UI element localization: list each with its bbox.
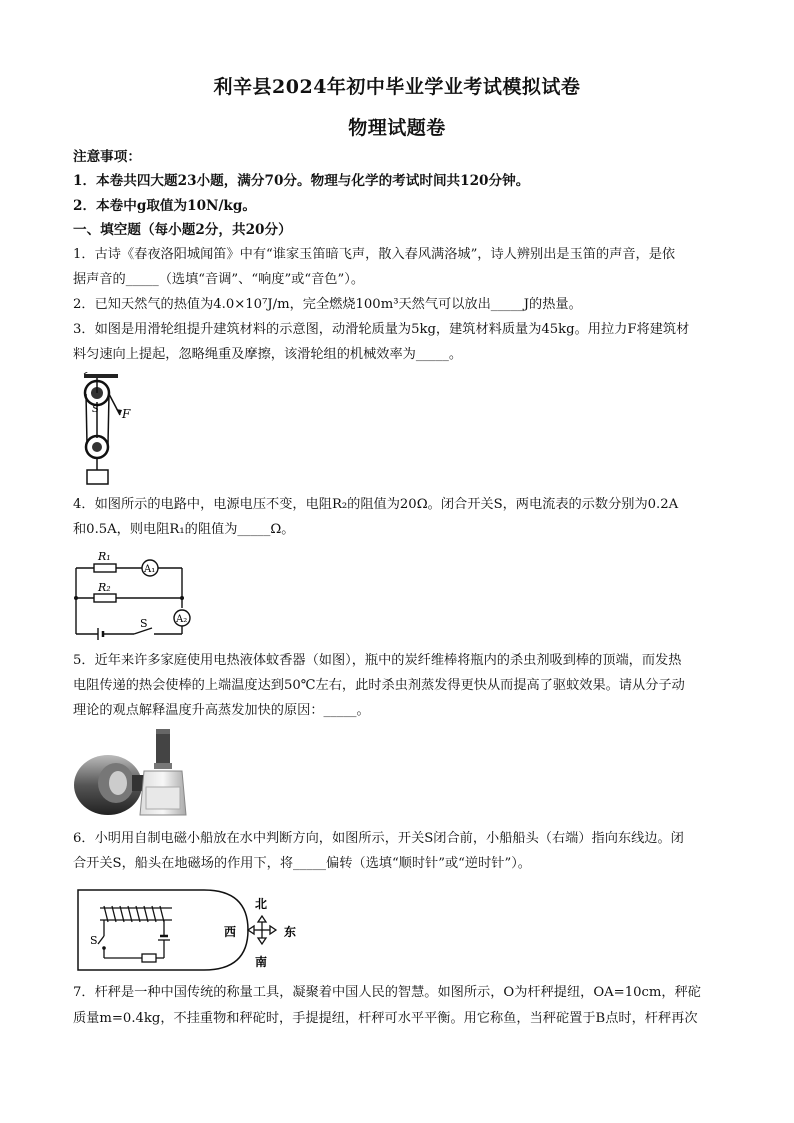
section-heading: 一、填空题（每小题2分，共20分） bbox=[73, 222, 292, 238]
q6-line-1: 6．小明用自制电磁小船放在水中判断方向，如图所示，开关S闭合前，小船船头（右端）指向东线边。闭 bbox=[73, 831, 684, 846]
q5-line-3: 理论的观点解释温度升高蒸发加快的原因：_____。 bbox=[73, 703, 370, 718]
notice-heading: 注意事项： bbox=[73, 149, 141, 165]
exam-subtitle: 物理试题卷 bbox=[348, 117, 446, 139]
q4-line-2: 和0.5A，则电阻R₁的阻值为_____Ω。 bbox=[73, 522, 295, 537]
pulley-figure bbox=[80, 372, 140, 488]
circuit-r2-label: R₂ bbox=[98, 581, 111, 594]
q2-line-1: 2．已知天然气的热值为4.0×10⁷J/m，完全燃烧100m³天然气可以放出_____J的热量。 bbox=[73, 297, 582, 312]
circuit-a1-label: A₁ bbox=[144, 564, 156, 575]
q5-line-1: 5．近年来许多家庭使用电热液体蚊香器（如图），瓶中的炭纤维棒将瓶内的杀虫剂吸到棒的顶端，而发热 bbox=[73, 653, 682, 668]
q3-line-1: 3．如图是用滑轮组提升建筑材料的示意图，动滑轮质量为5kg，建筑材料质量为45kg。用拉力F将建筑材 bbox=[73, 322, 690, 337]
compass-west: 西 bbox=[224, 925, 237, 939]
compass-north: 北 bbox=[255, 897, 268, 911]
circuit-a2-label: A₂ bbox=[176, 614, 188, 625]
q4-line-1: 4．如图所示的电路中，电源电压不变，电阻R₂的阻值为20Ω。闭合开关S，两电流表的示数分别为0.2A bbox=[73, 497, 679, 512]
compass-south: 南 bbox=[255, 955, 268, 969]
q1-line-1: 1．古诗《春夜洛阳城闻笛》中有“谁家玉笛暗飞声，散入春风满洛城”，诗人辨别出是玉笛的声音，是依 bbox=[73, 247, 676, 262]
q3-line-2: 料匀速向上提起，忽略绳重及摩擦，该滑轮组的机械效率为_____。 bbox=[73, 347, 463, 362]
q5-line-2: 电阻传递的热会使棒的上端温度达到50℃左右，此时杀虫剂蒸发得更快从而提高了驱蚊效果。请从分子动 bbox=[73, 678, 685, 693]
circuit-figure bbox=[72, 546, 198, 640]
boat-compass-figure bbox=[72, 886, 312, 974]
notice-item-1: 1．本卷共四大题23小题，满分70分。物理与化学的考试时间共120分钟。 bbox=[73, 173, 530, 189]
mosquito-repellent-figure bbox=[72, 727, 200, 821]
exam-title: 利辛县2024年初中毕业学业考试模拟试卷 bbox=[213, 76, 581, 98]
q6-line-2: 合开关S，船头在地磁场的作用下，将_____偏转（选填“顺时针”或“逆时针”）。 bbox=[73, 856, 531, 871]
q7-line-1: 7．杆秤是一种中国传统的称量工具，凝聚着中国人民的智慧。如图所示，O为杆秤提纽，OA=10cm，秤砣 bbox=[73, 985, 701, 1000]
compass-east: 东 bbox=[284, 925, 297, 939]
notice-item-2: 2．本卷中g取值为10N/kg。 bbox=[73, 198, 256, 214]
q7-line-2: 质量m=0.4kg，不挂重物和秤砣时，手提提纽，杆秤可水平平衡。用它称鱼，当秤砣置于B点时，杆秤再次 bbox=[73, 1011, 698, 1026]
circuit-r1-label: R₁ bbox=[98, 550, 111, 563]
q1-line-2: 据声音的_____（选填“音调”、“响度”或“音色”）。 bbox=[73, 272, 365, 287]
boat-switch-label: S bbox=[90, 934, 98, 947]
circuit-switch-label: S bbox=[140, 617, 148, 630]
pulley-label-s: S bbox=[92, 404, 99, 415]
pulley-label-f: F bbox=[122, 407, 131, 421]
